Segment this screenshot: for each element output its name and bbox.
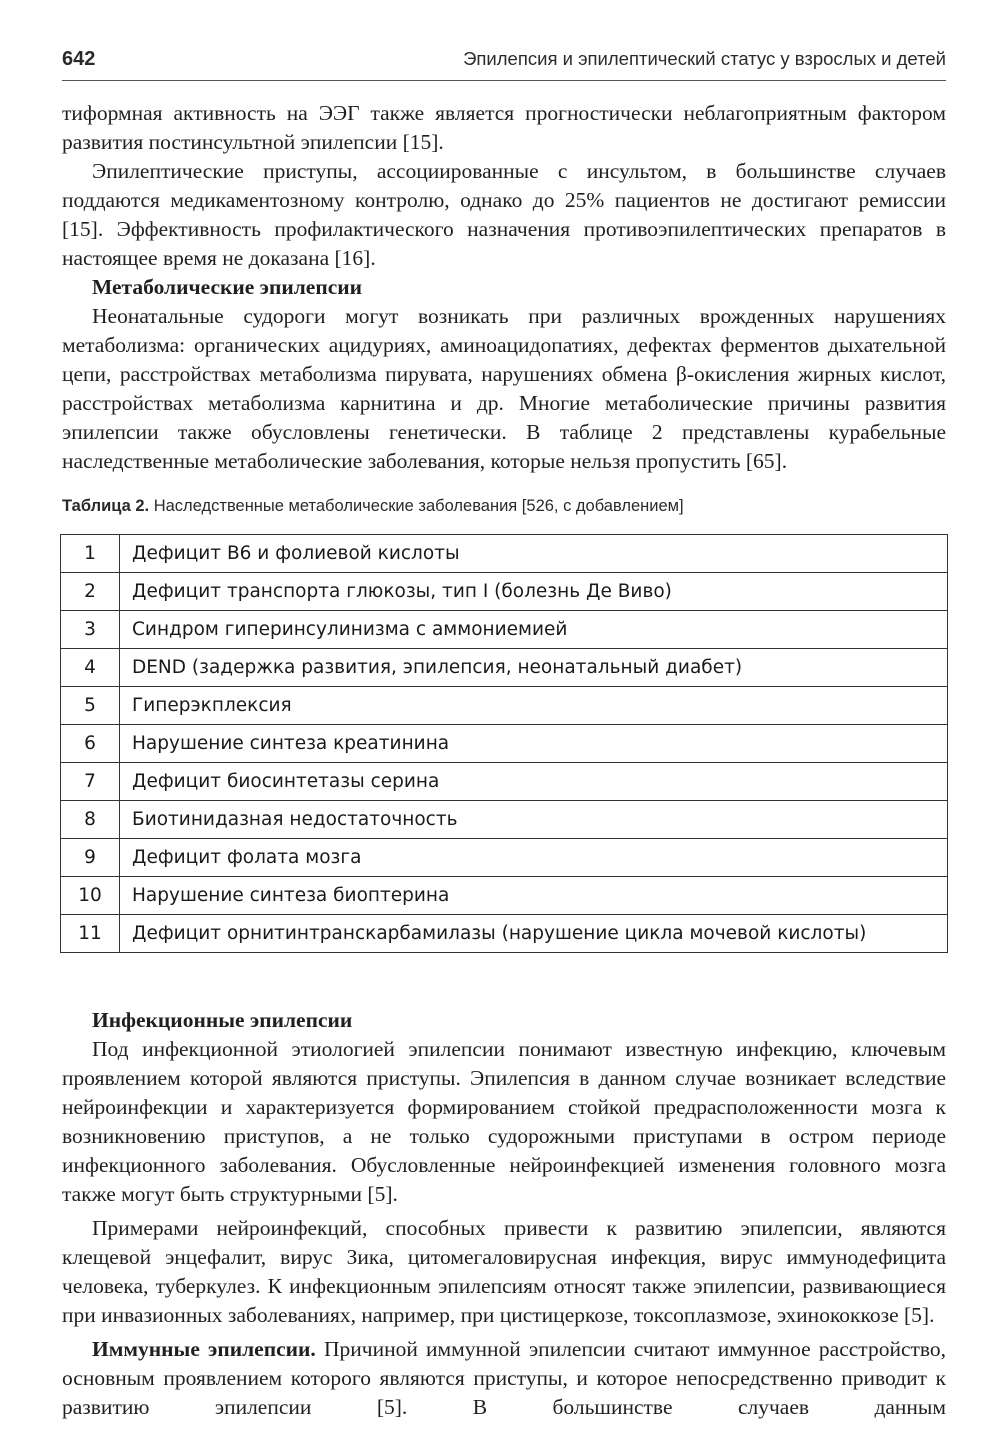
row-number: 10 [61, 877, 120, 915]
table-row [61, 763, 948, 801]
row-number: 11 [61, 915, 120, 953]
table-row [61, 535, 948, 573]
intro-section [62, 99, 946, 476]
row-number: 6 [61, 725, 120, 763]
page-number: 642 [62, 48, 96, 70]
table-caption-label: Таблица 2. [62, 497, 150, 515]
table-caption [62, 495, 946, 517]
header-rule [62, 80, 946, 81]
row-number: 2 [61, 573, 120, 611]
row-number: 8 [61, 801, 120, 839]
row-number: 7 [61, 763, 120, 801]
row-text: Нарушение синтеза креатинина [120, 725, 948, 763]
row-text: Дефицит биосинтетазы серина [120, 763, 948, 801]
table-row [61, 839, 948, 877]
intro-paragraph-2: Эпилептические приступы, ассоциированные с инсультом, в большинстве случаев поддаются медикаментозному контролю, однако до 25% пациентов не достигают ремиссии [15]. Эффективность профилактического назначения противоэпилептических препаратов в настоящее время не доказана [16]. [62, 159, 946, 270]
infectious-paragraph-2: Примерами нейроинфекций, способных привести к развитию эпилепсии, являются клещевой энцефалит, вирус Зика, цитомегаловирусная инфекция, вирус иммунодефицита человека, туберкулез. К инфекционным эпилепсиям относят также эпилепсии, развивающиеся при инвазионных заболеваниях, например, при цистицеркозе, токсоплазмозе, эхинококкозе [5]. [62, 1216, 946, 1327]
row-number: 4 [61, 649, 120, 687]
metabolic-paragraph: Неонатальные судороги могут возникать при различных врожденных нарушениях метаболизма: органических ацидуриях, аминоацидопатиях, дефектах ферментов дыхательной цепи, расстройствах метаболизма пирувата, нарушениях обмена β-окисления жирных кислот, расстройствах метаболизма карнитина и др. Многие метаболические причины развития эпилепсии также обусловлены генетически. В таблице 2 представлены курабельные наследственные метаболические заболевания, которые нельзя пропустить [65]. [62, 304, 946, 473]
table-row [61, 915, 948, 953]
row-text: Гиперэкплексия [120, 687, 948, 725]
table-row [61, 877, 948, 915]
row-number: 3 [61, 611, 120, 649]
row-text: Нарушение синтеза биоптерина [120, 877, 948, 915]
row-number: 1 [61, 535, 120, 573]
row-text: Дефицит транспорта глюкозы, тип I (болезнь Де Виво) [120, 573, 948, 611]
row-number: 5 [61, 687, 120, 725]
row-text: Дефицит орнитинтранскарбамилазы (нарушение цикла мочевой кислоты) [120, 915, 948, 953]
metabolic-heading: Метаболические эпилепсии [92, 275, 363, 299]
row-text: Дефицит фолата мозга [120, 839, 948, 877]
infectious-heading: Инфекционные эпилепсии [92, 1008, 353, 1032]
row-text: Биотинидазная недостаточность [120, 801, 948, 839]
immune-heading: Иммунные эпилепсии. [92, 1337, 316, 1361]
infectious-paragraph-1: Под инфекционной этиологией эпилепсии понимают известную инфекцию, ключевым проявлением которой являются приступы. Эпилепсия в данном случае возникает вследствие нейроинфекции и характеризуется формированием стойкой предрасположенности мозга к возникновению приступов, а не только судорожными приступами в остром периоде инфекционного заболевания. Обусловленные нейроинфекцией изменения головного мозга также могут быть структурными [5]. [62, 1037, 946, 1206]
row-text: Синдром гиперинсулинизма с аммониемией [120, 611, 948, 649]
immune-text: Причиной иммунной эпилепсии считают иммунное расстройство, основным проявлением которого являются приступы, и которое непосредственно приводит к развитию эпилепсии [5]. В большинстве случаев данным [62, 1337, 947, 1419]
page-header [62, 48, 946, 71]
row-number: 9 [61, 839, 120, 877]
metabolic-diseases-table [60, 534, 948, 953]
table-row [61, 687, 948, 725]
table-row [61, 649, 948, 687]
row-text: DEND (задержка развития, эпилепсия, неонатальный диабет) [120, 649, 948, 687]
table-caption-text: Наследственные метаболические заболевания [526, с добавлением] [153, 497, 684, 515]
infectious-section [62, 1006, 946, 1422]
running-title: Эпилепсия и эпилептический статус у взрослых и детей [463, 48, 946, 69]
intro-paragraph-1: тиформная активность на ЭЭГ также является прогностически неблагоприятным фактором развития постинсультной эпилепсии [15]. [62, 101, 946, 154]
table-row [61, 611, 948, 649]
table-row [61, 573, 948, 611]
immune-paragraph [62, 1335, 946, 1422]
table-row [61, 801, 948, 839]
table-row [61, 725, 948, 763]
row-text: Дефицит B6 и фолиевой кислоты [120, 535, 948, 573]
